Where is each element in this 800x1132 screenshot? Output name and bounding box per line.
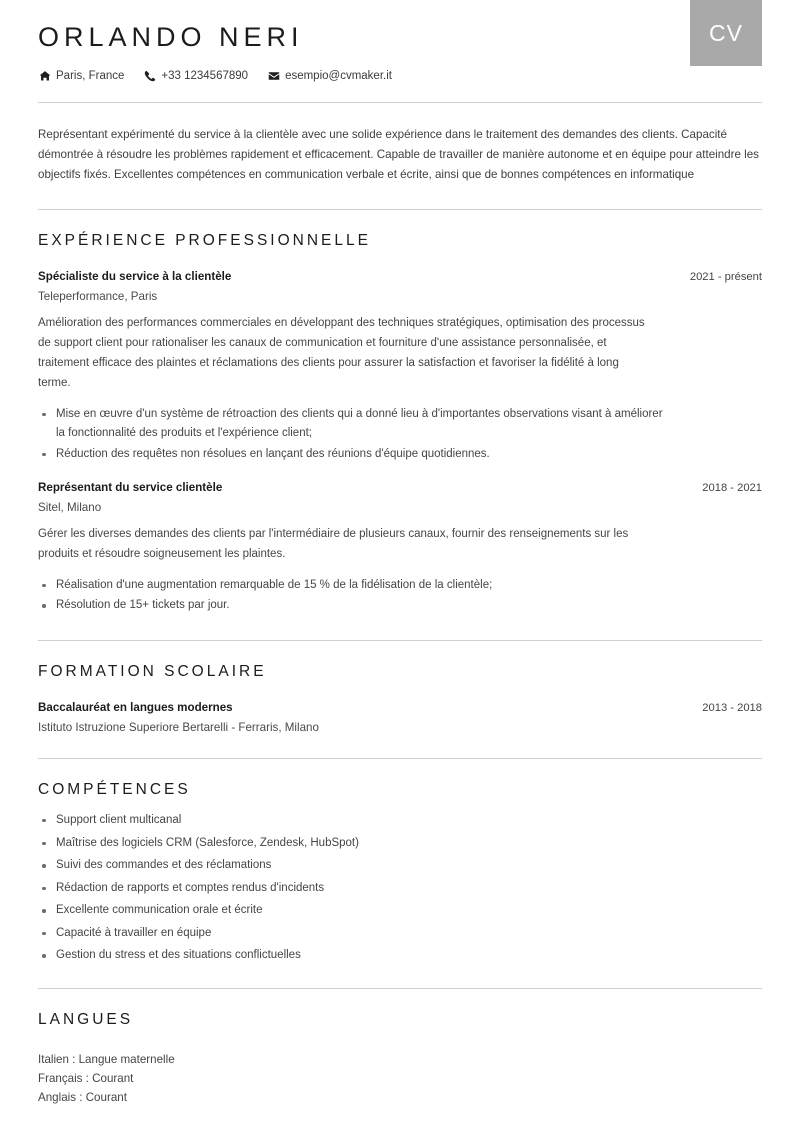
list-item: Mise en œuvre d'un système de rétroaction des clients qui a donné lieu à d'importantes observations visant à améliorer la fonctionnalité des produits et l'expérience client; <box>38 405 668 444</box>
experience-entry <box>38 270 762 464</box>
list-item: Réduction des requêtes non résolues en lançant des réunions d'équipe quotidiennes. <box>38 445 668 465</box>
cv-badge-label: CV <box>709 19 743 46</box>
resume-header <box>38 0 762 82</box>
list-item: Français : Courant <box>38 1072 134 1086</box>
education-date: 2013 - 2018 <box>702 702 762 715</box>
summary-text: Représentant expérimenté du service à la clientèle avec une solide expérience dans le traitement des demandes des clients. Capacité démontrée à résoudre les problèmes rapidement et efficacement. Capable de travailler de manière autonome et en équipe pour atteindre les objectifs fixés. Excellentes compétences en communication verbale et écrite, ainsi que de bonnes compétences en informatique <box>38 128 759 181</box>
phone-icon <box>143 69 156 82</box>
contact-location-text: Paris, France <box>56 69 125 82</box>
contact-phone <box>143 69 248 82</box>
list-item: Suivi des commandes et des réclamations <box>38 856 738 876</box>
divider-header <box>38 102 762 103</box>
section-title-languages: LANGUES <box>38 1010 134 1028</box>
cv-badge <box>690 0 762 66</box>
list-item: Capacité à travailler en équipe <box>38 924 738 944</box>
divider-summary <box>38 209 762 210</box>
languages-list <box>38 1051 762 1107</box>
divider-experience <box>38 640 762 641</box>
list-item: Support client multicanal <box>38 811 738 831</box>
contact-row <box>38 69 762 82</box>
experience-description: Amélioration des performances commerciales en développant des techniques stratégiques, optimisation des processus de support client pour rationaliser les canaux de communication et fourniture d'une assistance personnalisée, et traitement efficace des plaintes et réclamations des clients pour assurer la satisfaction et favoriser la fidélité à long terme. <box>38 317 645 389</box>
section-title-education: FORMATION SCOLAIRE <box>38 662 267 680</box>
divider-skills <box>38 988 762 989</box>
list-item: Anglais : Courant <box>38 1090 127 1104</box>
list-item: Excellente communication orale et écrite <box>38 901 738 921</box>
experience-bullets <box>38 576 762 616</box>
experience-entry-head <box>38 270 762 283</box>
experience-date: 2021 - présent <box>689 271 762 284</box>
list-item: Maîtrise des logiciels CRM (Salesforce, Zendesk, HubSpot) <box>38 834 738 854</box>
list-item: Rédaction de rapports et comptes rendus d'incidents <box>38 879 738 899</box>
list-item: Résolution de 15+ tickets par jour. <box>38 596 668 616</box>
experience-date: 2018 - 2021 <box>702 482 762 495</box>
contact-email-text: esempio@cvmaker.it <box>285 69 392 82</box>
education-degree: Baccalauréat en langues modernes <box>38 701 233 715</box>
list-item: Gestion du stress et des situations conflictuelles <box>38 946 738 966</box>
divider-education <box>38 758 762 759</box>
contact-phone-text: +33 1234567890 <box>161 69 249 82</box>
experience-description: Gérer les diverses demandes des clients par l'intermédiaire de plusieurs canaux, fournir des renseignements sur les produits et résoudre soigneusement les plaintes. <box>38 528 629 560</box>
list-item: Réalisation d'une augmentation remarquable de 15 % de la fidélisation de la clientèle; <box>38 576 668 596</box>
experience-entry <box>38 481 762 616</box>
experience-bullets <box>38 405 762 465</box>
experience-company: Teleperformance, Paris <box>38 290 158 304</box>
experience-company: Sitel, Milano <box>38 501 102 515</box>
list-item: Italien : Langue maternelle <box>38 1053 175 1067</box>
education-entry-head <box>38 701 762 714</box>
mail-icon <box>267 69 280 82</box>
education-entry <box>38 701 762 734</box>
section-title-experience: EXPÉRIENCE PROFESSIONNELLE <box>38 231 371 249</box>
skills-list <box>38 811 762 966</box>
contact-location <box>38 69 124 82</box>
experience-entry-head <box>38 481 762 494</box>
section-title-skills: COMPÉTENCES <box>38 781 191 799</box>
contact-email <box>267 69 392 82</box>
candidate-name: ORLANDO NERI <box>38 22 304 52</box>
education-school: Istituto Istruzione Superiore Bertarelli - Ferraris, Milano <box>38 721 319 735</box>
home-icon <box>38 69 51 82</box>
experience-role: Spécialiste du service à la clientèle <box>38 270 232 284</box>
experience-role: Représentant du service clientèle <box>38 481 223 495</box>
